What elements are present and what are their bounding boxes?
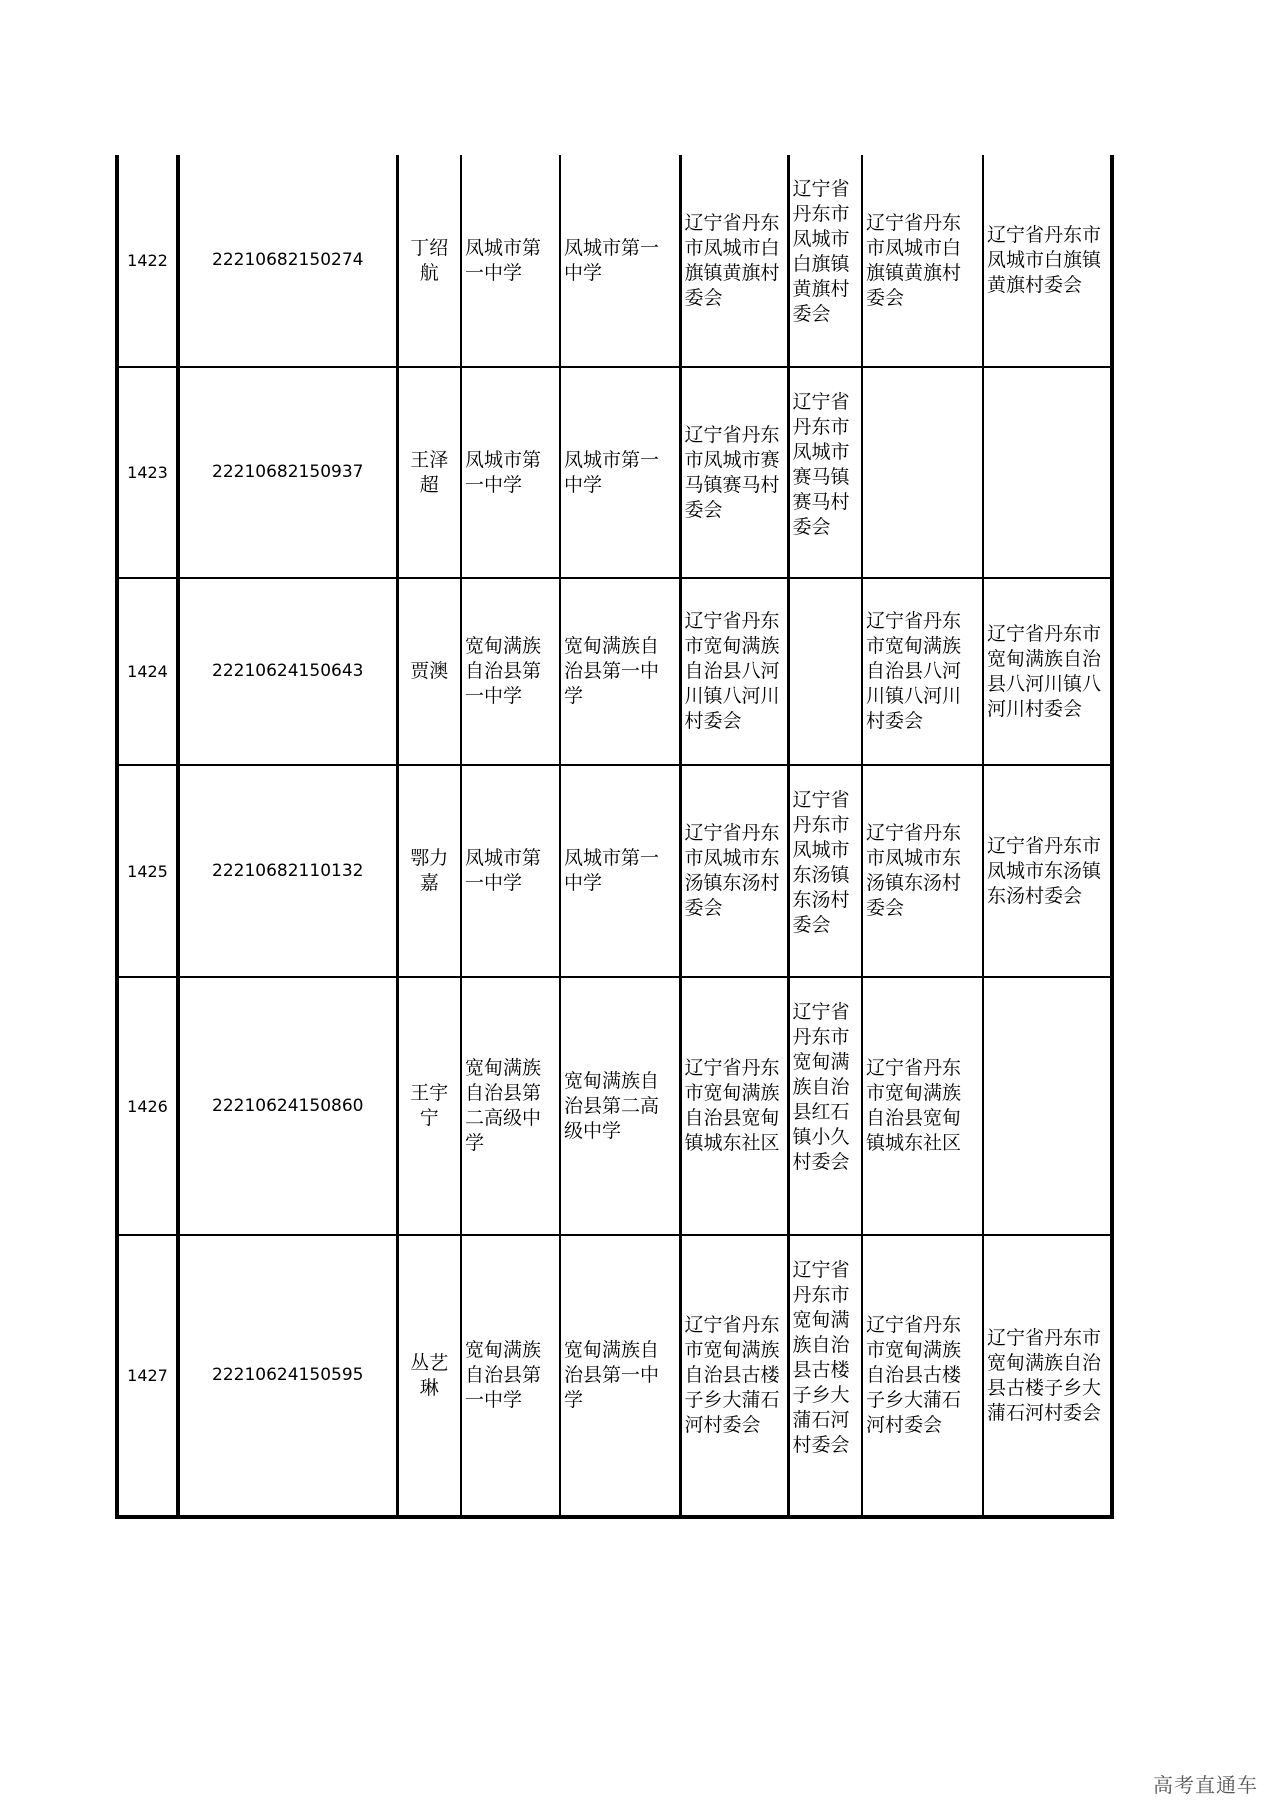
address-1: 辽宁省丹东市凤城市赛马镇赛马村委会	[788, 367, 862, 578]
address-2	[862, 367, 983, 578]
row-index: 1422	[117, 155, 178, 367]
school: 宽甸满族自治县第二高级中学	[461, 977, 560, 1235]
school-2: 宽甸满族自治县第一中学	[560, 1235, 680, 1517]
student-name: 丁绍航	[397, 155, 461, 367]
school: 宽甸满族自治县第一中学	[461, 578, 560, 765]
school-2: 凤城市第一中学	[560, 155, 680, 367]
student-name: 王泽超	[397, 367, 461, 578]
address-2: 辽宁省丹东市宽甸满族自治县宽甸镇城东社区	[862, 977, 983, 1235]
hukou-address: 辽宁省丹东市凤城市东汤镇东汤村委会	[680, 765, 788, 977]
address-2: 辽宁省丹东市宽甸满族自治县八河川镇八河川村委会	[862, 578, 983, 765]
hukou-address: 辽宁省丹东市宽甸满族自治县古楼子乡大蒲石河村委会	[680, 1235, 788, 1517]
hukou-address: 辽宁省丹东市凤城市赛马镇赛马村委会	[680, 367, 788, 578]
row-index: 1424	[117, 578, 178, 765]
table-row	[117, 578, 1112, 765]
address-1: 辽宁省丹东市宽甸满族自治县红石镇小久村委会	[788, 977, 862, 1235]
address-2: 辽宁省丹东市宽甸满族自治县古楼子乡大蒲石河村委会	[862, 1235, 983, 1517]
row-index: 1425	[117, 765, 178, 977]
address-1	[788, 578, 862, 765]
watermark: 高考直通车	[1153, 1773, 1258, 1797]
school-2: 凤城市第一中学	[560, 367, 680, 578]
address-3	[983, 367, 1112, 578]
address-1: 辽宁省丹东市宽甸满族自治县古楼子乡大蒲石河村委会	[788, 1235, 862, 1517]
school: 凤城市第一中学	[461, 367, 560, 578]
address-3: 辽宁省丹东市凤城市东汤镇东汤村委会	[983, 765, 1112, 977]
address-3	[983, 977, 1112, 1235]
student-id: 22210682110132	[178, 765, 397, 977]
student-name: 贾澳	[397, 578, 461, 765]
hukou-address: 辽宁省丹东市宽甸满族自治县八河川镇八河川村委会	[680, 578, 788, 765]
address-2: 辽宁省丹东市凤城市白旗镇黄旗村委会	[862, 155, 983, 367]
row-index: 1426	[117, 977, 178, 1235]
table-row	[117, 1235, 1112, 1517]
row-index: 1427	[117, 1235, 178, 1517]
address-2: 辽宁省丹东市凤城市东汤镇东汤村委会	[862, 765, 983, 977]
student-id: 22210624150643	[178, 578, 397, 765]
table-row	[117, 765, 1112, 977]
student-name: 王宇宁	[397, 977, 461, 1235]
address-3: 辽宁省丹东市宽甸满族自治县八河川镇八河川村委会	[983, 578, 1112, 765]
row-index: 1423	[117, 367, 178, 578]
address-3: 辽宁省丹东市宽甸满族自治县古楼子乡大蒲石河村委会	[983, 1235, 1112, 1517]
school: 凤城市第一中学	[461, 765, 560, 977]
student-name: 丛艺琳	[397, 1235, 461, 1517]
student-table	[115, 155, 1114, 1519]
table-row	[117, 367, 1112, 578]
school: 宽甸满族自治县第一中学	[461, 1235, 560, 1517]
table-row	[117, 977, 1112, 1235]
school-2: 宽甸满族自治县第二高级中学	[560, 977, 680, 1235]
address-3: 辽宁省丹东市凤城市白旗镇黄旗村委会	[983, 155, 1112, 367]
school-2: 凤城市第一中学	[560, 765, 680, 977]
school-2: 宽甸满族自治县第一中学	[560, 578, 680, 765]
address-1: 辽宁省丹东市凤城市东汤镇东汤村委会	[788, 765, 862, 977]
table-row	[117, 155, 1112, 367]
student-id: 22210682150274	[178, 155, 397, 367]
hukou-address: 辽宁省丹东市凤城市白旗镇黄旗村委会	[680, 155, 788, 367]
hukou-address: 辽宁省丹东市宽甸满族自治县宽甸镇城东社区	[680, 977, 788, 1235]
student-id: 22210624150860	[178, 977, 397, 1235]
school: 凤城市第一中学	[461, 155, 560, 367]
address-1: 辽宁省丹东市凤城市白旗镇黄旗村委会	[788, 155, 862, 367]
student-id: 22210624150595	[178, 1235, 397, 1517]
student-id: 22210682150937	[178, 367, 397, 578]
student-name: 鄂力嘉	[397, 765, 461, 977]
